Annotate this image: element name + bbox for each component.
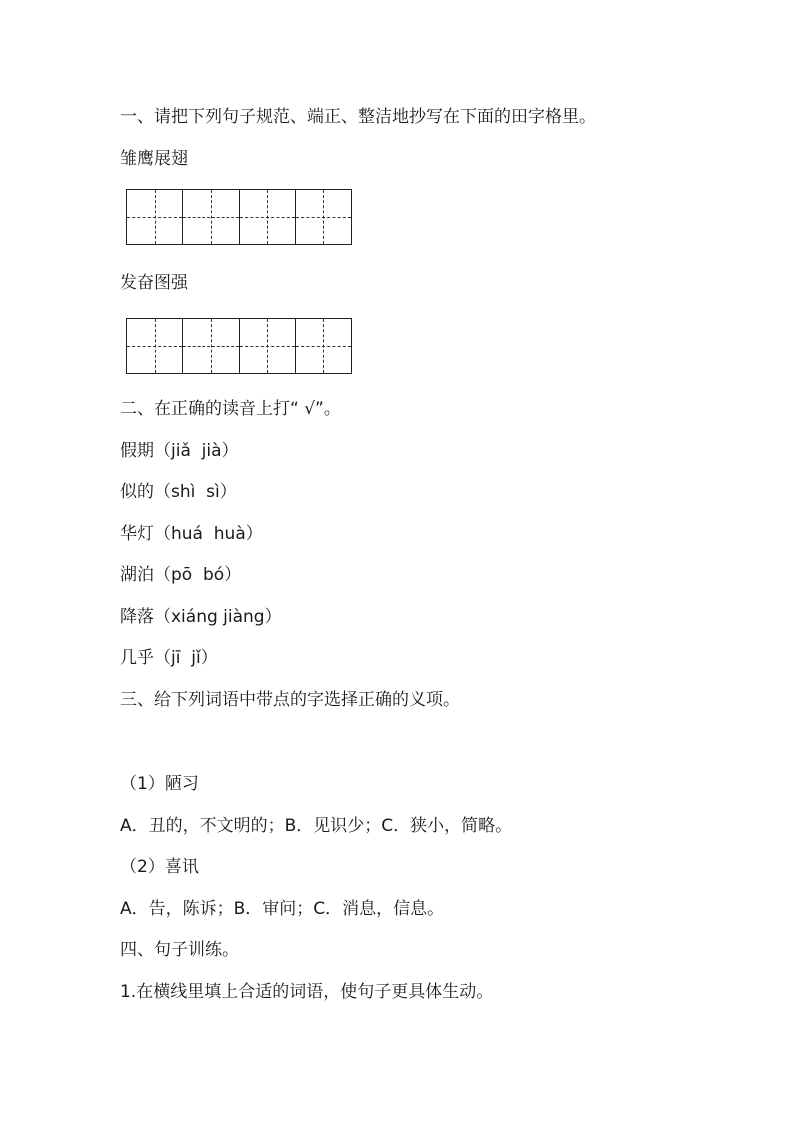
grid-cell[interactable] [296,190,351,244]
grid-cell[interactable] [183,319,239,373]
grid-cell[interactable] [240,319,296,373]
section3-heading: 三、给下列词语中带点的字选择正确的义项。 [120,690,460,710]
pinyin-item: 降落（xiáng jiàng） [120,607,282,627]
grid-cell[interactable] [183,190,239,244]
grid-cell[interactable] [240,190,296,244]
grid-cell[interactable] [127,319,183,373]
question-2-label: （2）喜讯 [120,857,199,877]
section4-heading: 四、句子训练。 [120,940,239,960]
tianzige-grid-2[interactable] [126,318,352,374]
grid-cell[interactable] [127,190,183,244]
pinyin-item: 几乎（jī jǐ） [120,648,218,668]
question-1-label: （1）陋习 [120,774,199,794]
pinyin-item: 湖泊（pō bó） [120,565,242,585]
section2-heading: 二、在正确的读音上打“ √”。 [120,399,341,419]
question-2-options: A．告，陈诉；B．审问；C．消息，信息。 [120,899,445,919]
grid-cell[interactable] [296,319,351,373]
section1-heading: 一、请把下列句子规范、端正、整洁地抄写在下面的田字格里。 [120,107,596,127]
section4-item-1: 1.在横线里填上合适的词语，使句子更具体生动。 [120,982,494,1002]
tianzige-grid-1[interactable] [126,189,352,245]
copy-phrase-1: 雏鹰展翅 [120,149,188,169]
pinyin-item: 华灯（huá huà） [120,524,263,544]
pinyin-item: 似的（shì sì） [120,482,237,502]
copy-phrase-2: 发奋图强 [120,273,188,293]
question-1-options: A．丑的，不文明的；B．见识少；C．狭小，简略。 [120,816,513,836]
pinyin-item: 假期（jiǎ jià） [120,441,239,461]
